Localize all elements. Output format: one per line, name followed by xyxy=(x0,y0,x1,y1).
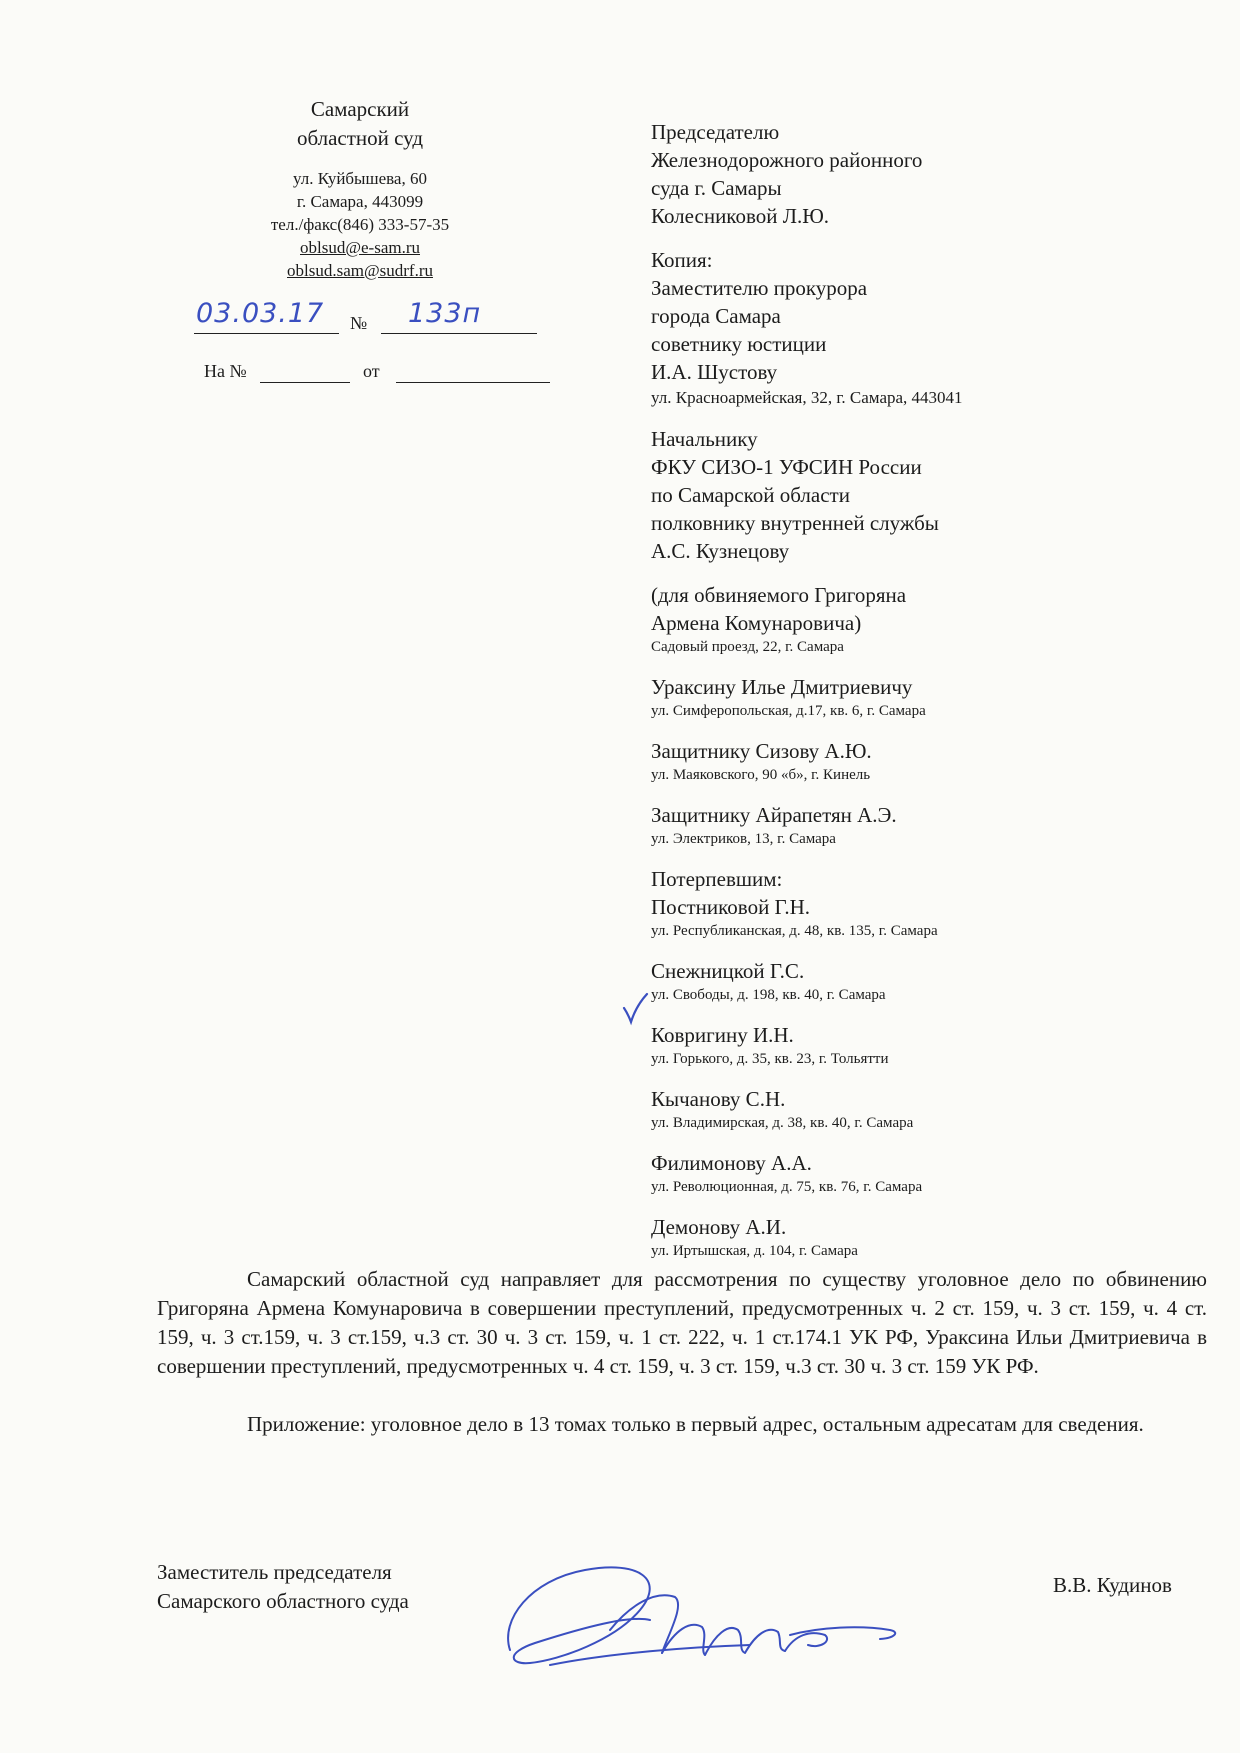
incoming-ref-number-line xyxy=(260,362,350,383)
victim-name: Ковригину И.Н. xyxy=(651,1023,794,1047)
signatory-position-line: Заместитель председателя xyxy=(157,1560,392,1584)
victim-name: Кычанову С.Н. xyxy=(651,1087,786,1111)
incoming-ref-date-line xyxy=(396,362,550,383)
defender-address: ул. Маяковского, 90 «б», г. Кинель xyxy=(651,767,871,783)
sender-block xyxy=(190,95,530,282)
sizo-note-line: Армена Комунаровича) xyxy=(651,611,862,635)
sizo-line: Начальнику xyxy=(651,427,758,451)
defender-name: Защитнику Сизову А.Ю. xyxy=(651,739,872,763)
victims-label: Потерпевшим: xyxy=(651,867,783,891)
sender-email-link[interactable]: oblsud@e-sam.ru xyxy=(300,238,420,257)
letter-body xyxy=(157,1265,1207,1439)
prosecutor-address: ул. Красноармейская, 32, г. Самара, 443041 xyxy=(651,388,963,407)
victim-name: Постниковой Г.Н. xyxy=(651,895,810,919)
defender-name: Защитнику Айрапетян А.Э. xyxy=(651,803,897,827)
defendant-address: ул. Симферопольская, д.17, кв. 6, г. Самара xyxy=(651,703,926,719)
victim-name: Демонову А.И. xyxy=(651,1215,787,1239)
sender-phone: тел./факс(846) 333-57-35 xyxy=(270,215,450,234)
sender-street: ул. Куйбышева, 60 xyxy=(293,169,427,188)
checkmark-icon xyxy=(621,992,649,1026)
body-paragraph: Самарский областной суд направляет для рассмотрения по существу уголовное дело по обвинению Григоряна Армена Комунаровича в совершении преступлений, предусмотренных ч. 2 ст. 159, ч. 3 ст. 159, ч. 4 ст. 159, ч. 3 ст.159, ч. 3 ст.159, ч.3 ст. 30 ч. 3 ст. 159, ч. 1 ст. 222, ч. 1 ст.174.1 УК РФ, Ураксина Ильи Дмитриевича в совершении преступлений, предусмотренных ч. 4 ст. 159, ч. 3 ст. 159, ч.3 ст. 30 ч. 3 ст. 159 УК РФ. xyxy=(157,1267,1207,1378)
sizo-line: ФКУ СИЗО-1 УФСИН России xyxy=(651,455,922,479)
victim-address: ул. Иртышская, д. 104, г. Самара xyxy=(651,1243,858,1259)
prosecutor-line: Заместителю прокурора xyxy=(651,276,868,300)
sender-email-link-2[interactable]: oblsud.sam@sudrf.ru xyxy=(287,261,433,280)
sizo-line: полковнику внутренней службы xyxy=(651,511,939,535)
prosecutor-line: И.А. Шустову xyxy=(651,360,778,384)
main-recipient-line: Железнодорожного районного xyxy=(651,148,923,172)
recipients-block xyxy=(651,118,1211,1261)
defender-address: ул. Электриков, 13, г. Самара xyxy=(651,831,836,847)
signatory-position-line: Самарского областного суда xyxy=(157,1589,409,1613)
attachment-paragraph: Приложение: уголовное дело в 13 томах только в первый адрес, остальным адресатам для сведения. xyxy=(247,1412,1144,1436)
copy-label: Копия: xyxy=(651,248,713,272)
main-recipient-line: суда г. Самары xyxy=(651,176,782,200)
victim-address: ул. Республиканская, д. 48, кв. 135, г. Самара xyxy=(651,923,938,939)
victim-name: Филимонову А.А. xyxy=(651,1151,812,1175)
sizo-line: А.С. Кузнецову xyxy=(651,539,790,563)
signatory-position xyxy=(157,1558,409,1616)
signatory-name: В.В. Кудинов xyxy=(1053,1573,1172,1597)
outgoing-number-sign: № xyxy=(350,313,368,333)
main-recipient-line: Колесниковой Л.Ю. xyxy=(651,204,830,228)
court-name-line1: Самарский xyxy=(310,97,410,121)
outgoing-date: 03.03.17 xyxy=(196,298,325,329)
court-name-line2: областной суд xyxy=(296,126,424,150)
victim-address: ул. Владимирская, д. 38, кв. 40, г. Самара xyxy=(651,1115,914,1131)
sizo-note-line: (для обвиняемого Григоряна xyxy=(651,583,907,607)
sizo-address: Садовый проезд, 22, г. Самара xyxy=(651,639,844,655)
victim-address: ул. Революционная, д. 75, кв. 76, г. Самара xyxy=(651,1179,923,1195)
sender-city: г. Самара, 443099 xyxy=(296,192,424,211)
prosecutor-line: советнику юстиции xyxy=(651,332,827,356)
incoming-ref-from-label: от xyxy=(363,361,380,381)
victim-address: ул. Горького, д. 35, кв. 23, г. Тольятти xyxy=(651,1051,889,1067)
outgoing-number: 133п xyxy=(408,298,482,329)
prosecutor-line: города Самара xyxy=(651,304,781,328)
victim-name: Снежницкой Г.С. xyxy=(651,959,805,983)
defendant-name: Ураксину Илье Дмитриевичу xyxy=(651,675,913,699)
signature-image xyxy=(490,1535,930,1680)
incoming-ref-label: На № xyxy=(204,361,247,381)
sizo-line: по Самарской области xyxy=(651,483,850,507)
main-recipient-line: Председателю xyxy=(651,120,780,144)
victim-address: ул. Свободы, д. 198, кв. 40, г. Самара xyxy=(651,987,886,1003)
